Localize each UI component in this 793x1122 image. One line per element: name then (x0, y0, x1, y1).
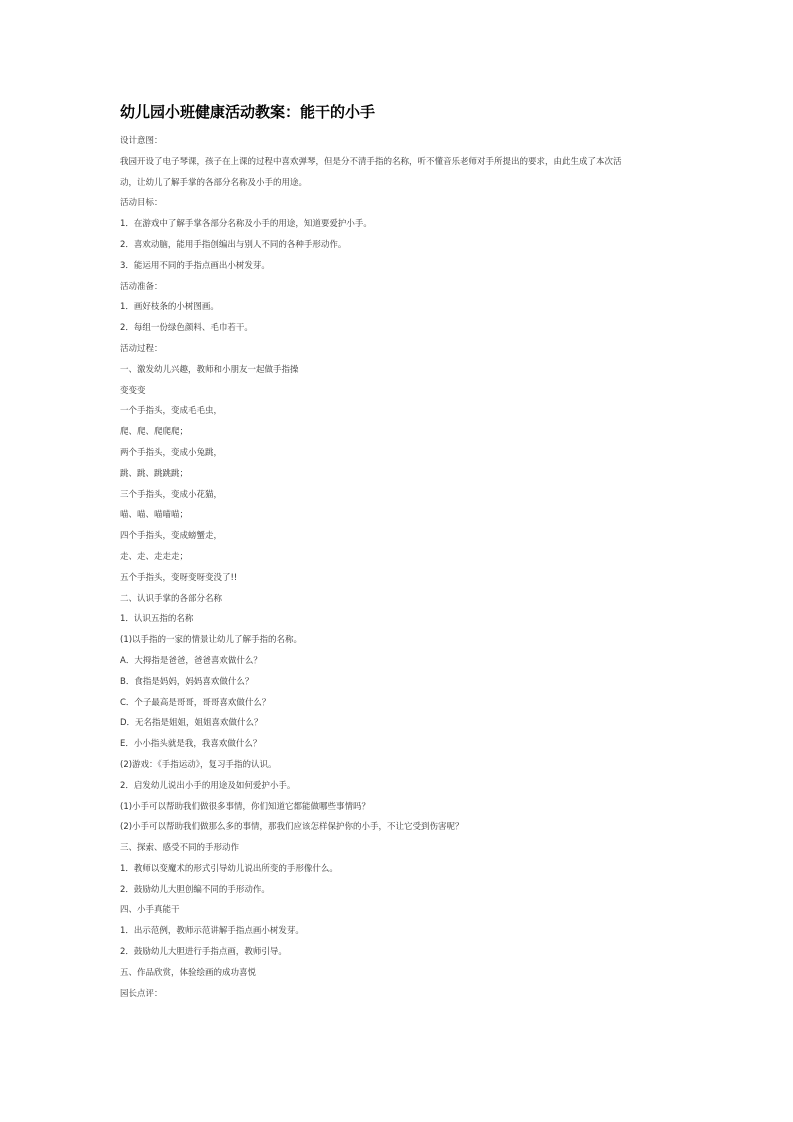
text-line: 五个手指头，变呀变呀变没了!! (120, 572, 238, 583)
text-line: 走、走、走走走； (120, 551, 189, 562)
text-line: 两个手指头，变成小兔跳， (120, 447, 223, 458)
text-line: 四个手指头，变成螃蟹走， (120, 531, 223, 542)
text-line: C．个子最高是哥哥，哥哥喜欢做什么？ (120, 697, 271, 708)
text-line: 活动准备： (120, 281, 163, 292)
text-line: (1)以手指的一家的情景让幼儿了解手指的名称。 (120, 635, 303, 646)
text-line: 1．教师以变魔术的形式引导幼儿说出所变的手形像什么。 (120, 863, 338, 874)
text-line: 一、激发幼儿兴趣，教师和小朋友一起做手指操 (120, 364, 299, 375)
document-body (120, 131, 680, 1004)
text-line: 一个手指头，变成毛毛虫， (120, 406, 223, 417)
text-line: 二、认识手掌的各部分名称 (120, 593, 223, 604)
text-line: 三个手指头，变成小花猫， (120, 489, 223, 500)
text-line: 2．鼓励幼儿大胆进行手指点画，教师引导。 (120, 947, 287, 958)
text-line: 3．能运用不同的手指点画出小树发芽。 (120, 260, 270, 271)
text-line: 园长点评： (120, 988, 163, 999)
text-line: 2．喜欢动脑，能用手指创编出与别人不同的各种手形动作。 (120, 239, 347, 250)
text-line: B．食指是妈妈，妈妈喜欢做什么？ (120, 676, 254, 687)
text-line: 活动目标： (120, 198, 163, 209)
text-line: 四、小手真能干 (120, 905, 180, 916)
text-line: 1．认识五指的名称 (120, 614, 194, 625)
text-line: 喵、喵、喵喵喵； (120, 510, 189, 521)
text-line: D．无名指是姐姐，姐姐喜欢做什么？ (120, 718, 263, 729)
text-line: 爬、爬、爬爬爬； (120, 427, 189, 438)
text-line: 1．在游戏中了解手掌各部分名称及小手的用途，知道要爱护小手。 (120, 219, 372, 230)
text-line: 活动过程： (120, 343, 163, 354)
text-line: 2．每组一份绿色颜料、毛巾若干。 (120, 323, 253, 334)
text-line: A．大拇指是爸爸，爸爸喜欢做什么？ (120, 655, 262, 666)
text-line: 动，让幼儿了解手掌的各部分名称及小手的用途。 (120, 177, 308, 188)
text-line: 跳、跳、跳跳跳； (120, 468, 189, 479)
text-line: 五、作品欣赏，体验绘画的成功喜悦 (120, 967, 257, 978)
text-line: 三、探索、感受不同的手形动作 (120, 843, 240, 854)
text-line: 我园开设了电子琴课，孩子在上课的过程中喜欢弹琴，但是分不清手指的名称，听不懂音乐老师对手所提出的要求，由此生成了本次活 (120, 156, 622, 167)
text-line: 2．启发幼儿说出小手的用途及如何爱护小手。 (120, 780, 296, 791)
text-line: 1．出示范例，教师示范讲解手指点画小树发芽。 (120, 926, 304, 937)
text-line: (1)小手可以帮助我们做很多事情，你们知道它都能做哪些事情吗？ (120, 801, 371, 812)
text-line: 设计意图： (120, 136, 163, 146)
text-line: 变变变 (120, 385, 146, 396)
text-line: (2)游戏：《手指运动》，复习手指的认识。 (120, 759, 277, 770)
text-line: (2)小手可以帮助我们做那么多的事情，那我们应该怎样保护你的小手，不让它受到伤害呢？ (120, 822, 464, 833)
document-title: 幼儿园小班健康活动教案：能干的小手 (120, 103, 376, 121)
text-line: 2．鼓励幼儿大胆创编不同的手形动作。 (120, 884, 270, 895)
text-line: 1．画好枝条的小树图画。 (120, 302, 219, 313)
text-line: E．小小指头就是我，我喜欢做什么？ (120, 739, 262, 750)
